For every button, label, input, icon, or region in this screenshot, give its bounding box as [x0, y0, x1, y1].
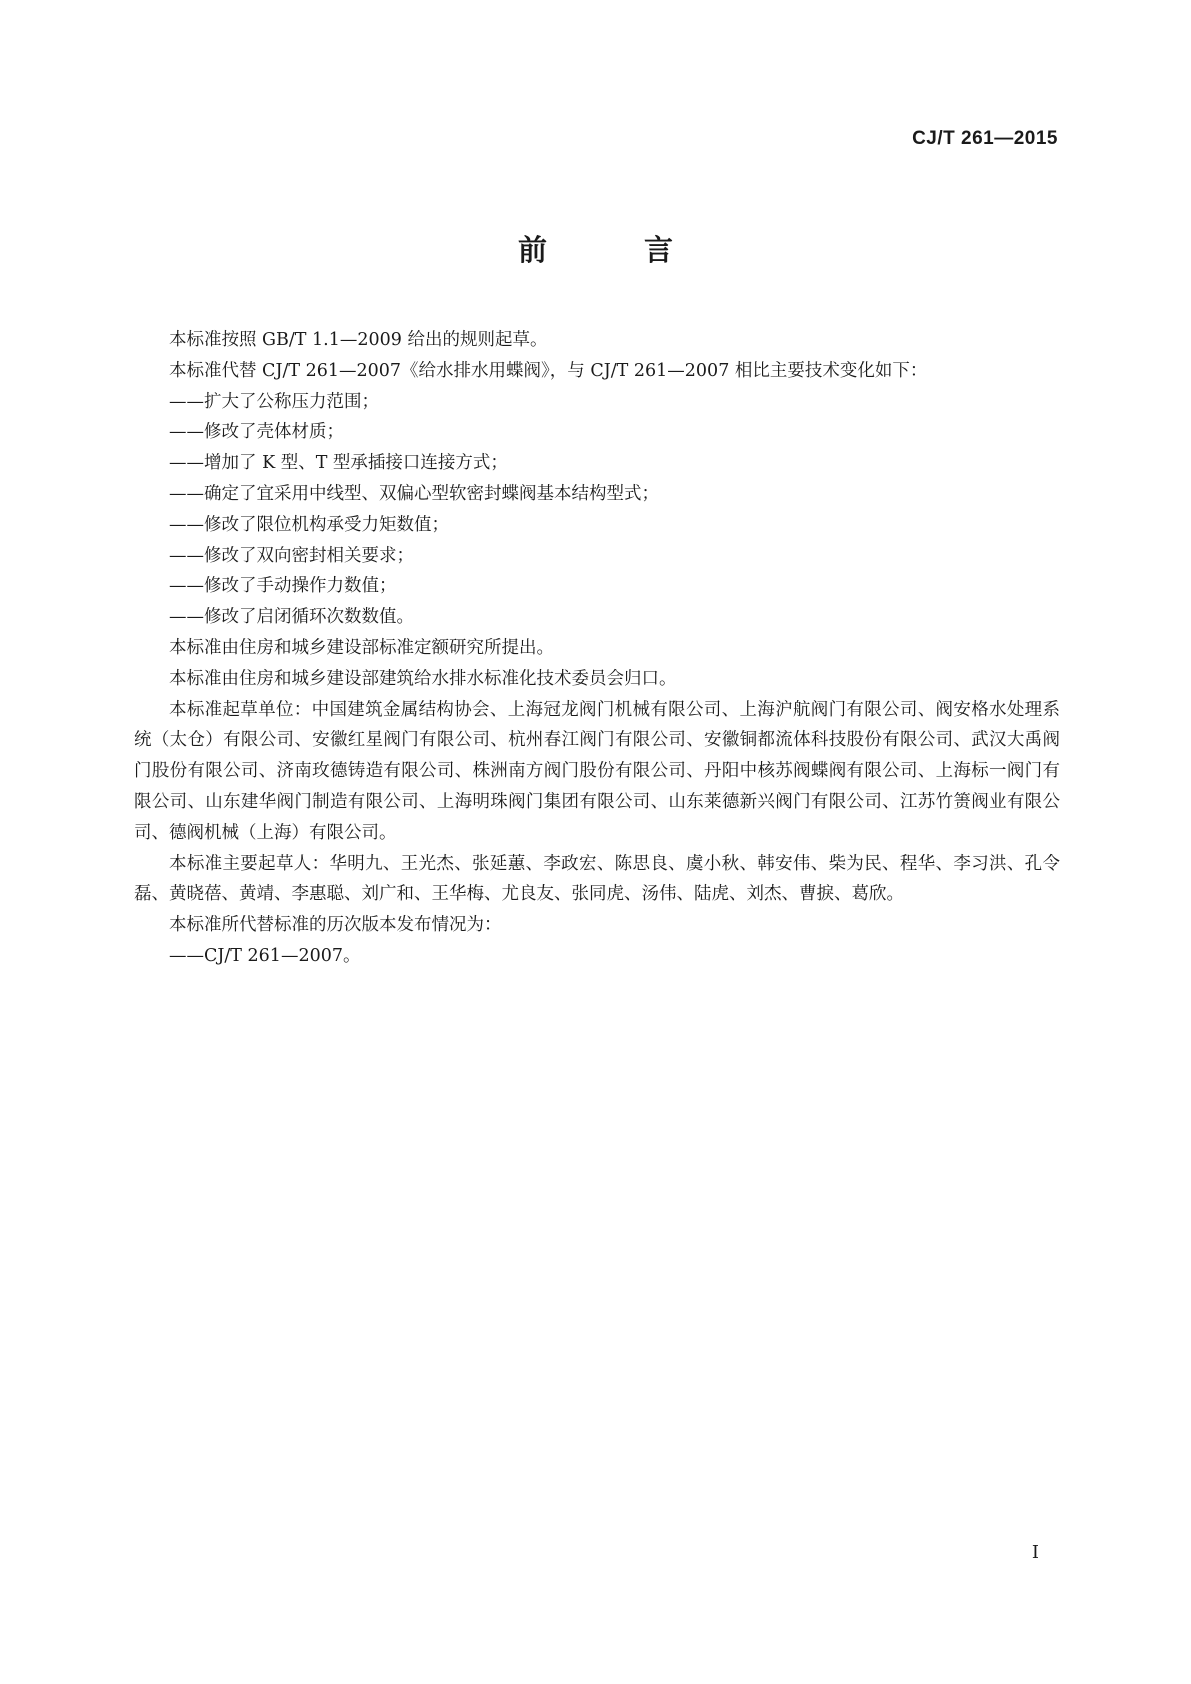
- list-item: ——修改了限位机构承受力矩数值；: [169, 514, 449, 535]
- standard-code: CJ/T 261—2015: [912, 128, 1058, 149]
- paragraph-history: 本标准所代替标准的历次版本发布情况为：: [169, 915, 502, 936]
- list-item: ——修改了双向密封相关要求；: [169, 545, 414, 566]
- paragraph-drafting-units: 本标准起草单位：中国建筑金属结构协会、上海冠龙阀门机械有限公司、上海沪航阀门有限公司、阀安格水处理系统（太仓）有限公司、安徽红星阀门有限公司、杭州春江阀门有限公司、安徽铜都流体科技股份有限公司、武汉大禹阀门股份有限公司、济南玫德铸造有限公司、株洲南方阀门股份有限公司、丹阳中核苏阀蝶阀有限公司、上海标一阀门有限公司、山东建华阀门制造有限公司、上海明珠阀门集团有限公司、山东莱德新兴阀门有限公司、江苏竹箦阀业有限公司、德阀机械（上海）有限公司。: [134, 699, 1060, 843]
- foreword-body: [134, 325, 1060, 972]
- list-item: ——修改了手动操作力数值；: [169, 576, 397, 597]
- list-item: ——确定了宜采用中线型、双偏心型软密封蝶阀基本结构型式；: [169, 483, 659, 504]
- list-item: ——CJ/T 261—2007。: [169, 945, 361, 966]
- list-item: ——扩大了公称压力范围；: [169, 391, 379, 412]
- paragraph-drafters: 本标准主要起草人：华明九、王光杰、张延蕙、李政宏、陈思良、虞小秋、韩安伟、柴为民、程华、李习洪、孔令磊、黄晓蓓、黄靖、李惠聪、刘广和、王华梅、尤良友、张同虎、汤伟、陆虎、刘杰、曹捩、葛欣。: [134, 853, 1060, 905]
- list-item: ——修改了壳体材质；: [169, 422, 344, 443]
- list-item: ——修改了启闭循环次数数值。: [169, 607, 414, 628]
- paragraph-committee: 本标准由住房和城乡建设部建筑给水排水标准化技术委员会归口。: [169, 668, 677, 689]
- list-item: ——增加了 K 型、T 型承插接口连接方式；: [169, 453, 508, 474]
- paragraph-proposer: 本标准由住房和城乡建设部标准定额研究所提出。: [169, 637, 554, 658]
- paragraph-replacement: 本标准代替 CJ/T 261—2007《给水排水用蝶阀》，与 CJ/T 261—2007 相比主要技术变化如下：: [169, 360, 928, 381]
- page-title: 前 言: [517, 233, 707, 267]
- page-number: I: [1031, 1542, 1039, 1563]
- paragraph-drafting-rules: 本标准按照 GB/T 1.1—2009 给出的规则起草。: [169, 330, 548, 350]
